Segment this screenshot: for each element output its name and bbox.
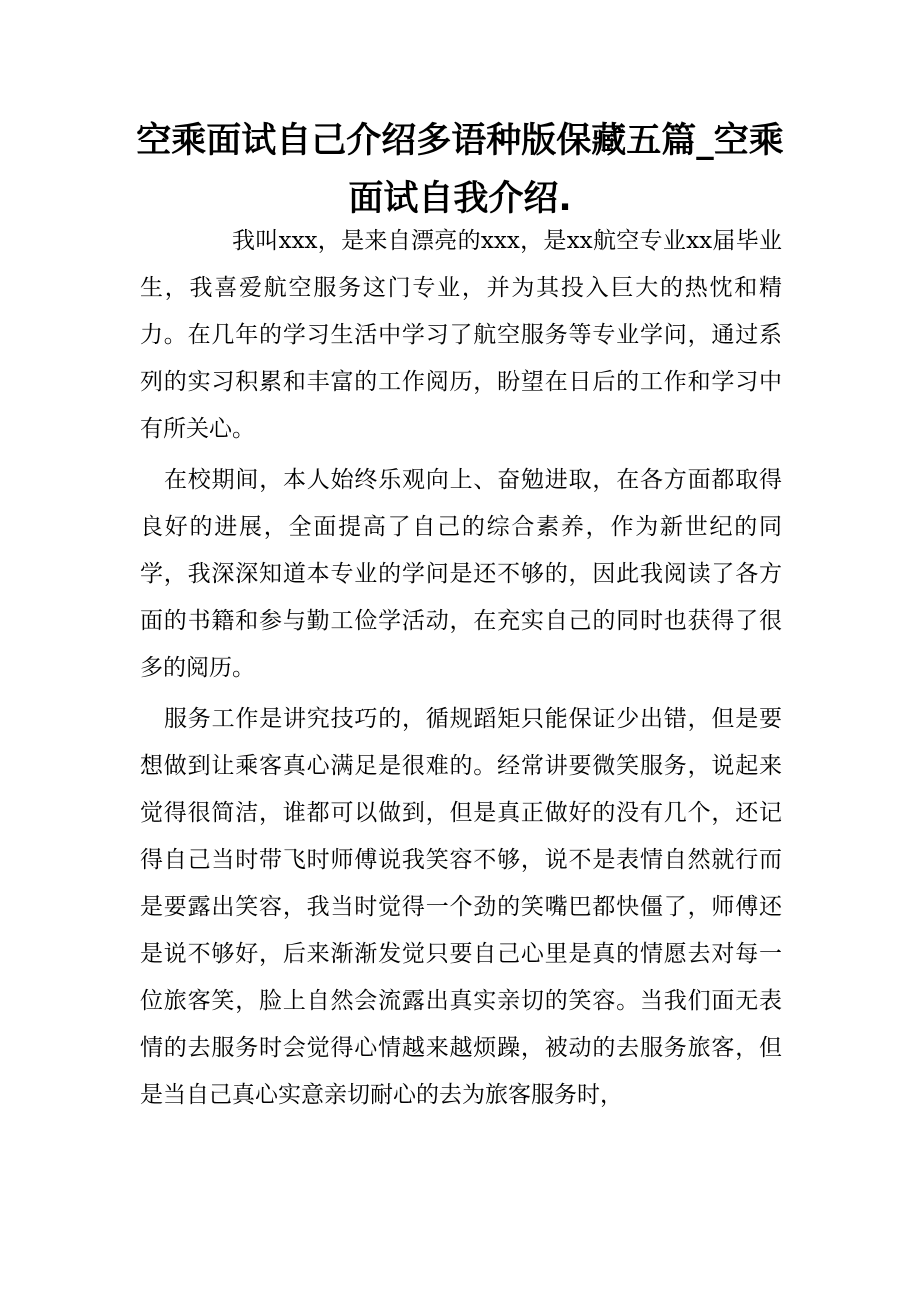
document-title: 空乘面试自己介绍多语种版保藏五篇_空乘面试自我介绍. <box>136 121 784 219</box>
paragraph-service: 服务工作是讲究技巧的，循规蹈矩只能保证少出错，但是要想做到让乘客真心满足是很难的。经常讲要微笑服务，说起来觉得很简洁，谁都可以做到，但是真正做好的没有几个，还记得自己当时带飞时师傅说我笑容不够，说不是表情自然就行而是要露出笑容，我当时觉得一个劲的笑嘴巴都快僵了，师傅还是说不够好，后来渐渐发觉只要自己心里是真的情愿去对每一位旅客笑，脸上自然会流露出真实亲切的笑容。当我们面无表情的去服务时会觉得心情越来越烦躁，被动的去服务旅客，但是当自己真心实意亲切耐心的去为旅客服务时， <box>140 706 782 1108</box>
paragraph-intro: 我叫xxx，是来自漂亮的xxx，是xx航空专业xx届毕业生，我喜爱航空服务这门专业，并为其投入巨大的热忱和精力。在几年的学习生活中学习了航空服务等专业学问，通过系列的实习积累和丰富的工作阅历，盼望在日后的工作和学习中有所关心。 <box>140 228 782 442</box>
paragraph-school: 在校期间，本人始终乐观向上、奋勉进取，在各方面都取得良好的进展，全面提高了自己的综合素养，作为新世纪的同学，我深深知道本专业的学问是还不够的，因此我阅读了各方面的书籍和参与勤工俭学活动，在充实自己的同时也获得了很多的阅历。 <box>140 467 782 681</box>
document-body <box>140 218 782 1119</box>
